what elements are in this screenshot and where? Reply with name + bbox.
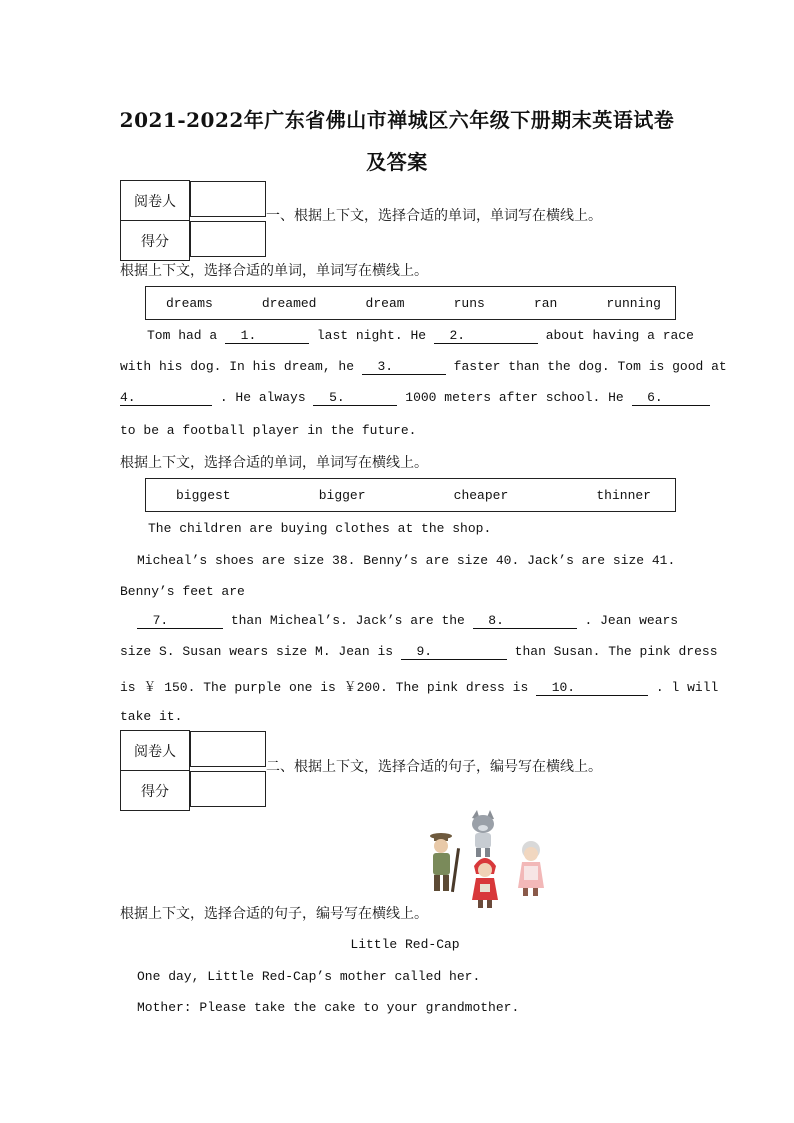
word-bank-2 <box>145 478 676 512</box>
blank-8[interactable]: 8. <box>473 613 577 629</box>
passage1-line4: to be a football player in the future. <box>120 423 417 438</box>
section2-heading: 二、根据上下文，选择合适的句子，编号写在横线上。 <box>266 759 602 775</box>
word-option: thinner <box>596 487 651 503</box>
score-table-2 <box>120 730 267 811</box>
passage2-line6: is ￥ 150. The purple one is ￥200. The pink dress is 10. . l will <box>120 680 719 695</box>
grandmother-figure <box>518 841 544 896</box>
score-label: 得分 <box>121 771 190 811</box>
passage1-line1: Tom had a 1. last night. He 2. about having a race <box>147 328 694 343</box>
doc-title-line1: 2021-2022年广东省佛山市禅城区六年级下册期末英语试卷 <box>119 108 675 132</box>
blank-6[interactable]: 6. <box>632 390 710 406</box>
score-table-1 <box>120 180 267 261</box>
story-line1: One day, Little Red-Cap’s mother called her. <box>137 969 481 984</box>
blank-2[interactable]: 2. <box>434 328 538 344</box>
blank-1[interactable]: 1. <box>225 328 309 344</box>
passage1-line3: 4. . He always 5. 1000 meters after school. He 6. <box>120 390 710 406</box>
section1-instruction: 根据上下文，选择合适的单词，单词写在横线上。 <box>120 263 428 279</box>
passage2-line7: take it. <box>120 709 183 724</box>
passage2-line3: Benny’s feet are <box>120 584 245 599</box>
passage1-line2: with his dog. In his dream, he 3. faster than the dog. Tom is good at <box>120 359 727 374</box>
word-option: dreams <box>166 295 213 311</box>
word-option: running <box>606 295 661 311</box>
blank-4[interactable]: 4. <box>120 390 212 406</box>
story-line2: Mother: Please take the cake to your grandmother. <box>137 1000 520 1015</box>
section2-instruction: 根据上下文，选择合适的句子，编号写在横线上。 <box>120 906 428 922</box>
red-cap-figure <box>472 858 498 908</box>
word-option: biggest <box>176 487 231 503</box>
word-option: cheaper <box>453 487 509 503</box>
score-cell[interactable] <box>190 771 266 807</box>
blank-3[interactable]: 3. <box>362 359 446 375</box>
reviewer-cell[interactable] <box>190 181 266 217</box>
blank-5[interactable]: 5. <box>313 390 397 406</box>
blank-9[interactable]: 9. <box>401 644 507 660</box>
story-illustration <box>422 808 552 918</box>
reviewer-cell[interactable] <box>190 731 266 767</box>
hunter-figure <box>430 833 460 892</box>
section1-instruction-2: 根据上下文，选择合适的单词，单词写在横线上。 <box>120 455 428 471</box>
doc-title-line2: 及答案 <box>366 150 428 174</box>
word-option: bigger <box>318 487 366 503</box>
word-option: dreamed <box>261 295 317 311</box>
passage2-line1: The children are buying clothes at the shop. <box>148 521 492 536</box>
blank-10[interactable]: 10. <box>536 680 648 696</box>
passage2-line4: 7. than Micheal’s. Jack’s are the 8. . Jean wears <box>137 613 678 629</box>
reviewer-label: 阅卷人 <box>121 731 190 771</box>
word-bank-1 <box>145 286 676 320</box>
reviewer-label: 阅卷人 <box>121 181 190 221</box>
passage2-line2: Micheal’s shoes are size 38. Benny’s are size 40. Jack’s are size 41. <box>137 553 676 568</box>
section1-heading: 一、根据上下文，选择合适的单词，单词写在横线上。 <box>266 208 602 224</box>
score-label: 得分 <box>121 221 190 261</box>
passage2-line5: size S. Susan wears size M. Jean is 9. than Susan. The pink dress <box>120 644 718 659</box>
blank-7[interactable]: 7. <box>137 613 223 629</box>
word-option: runs <box>453 295 485 311</box>
word-option: dream <box>365 295 405 311</box>
story-title: Little Red-Cap <box>350 937 460 952</box>
wolf-figure <box>472 810 494 857</box>
score-cell[interactable] <box>190 221 266 257</box>
word-option: ran <box>533 295 558 311</box>
